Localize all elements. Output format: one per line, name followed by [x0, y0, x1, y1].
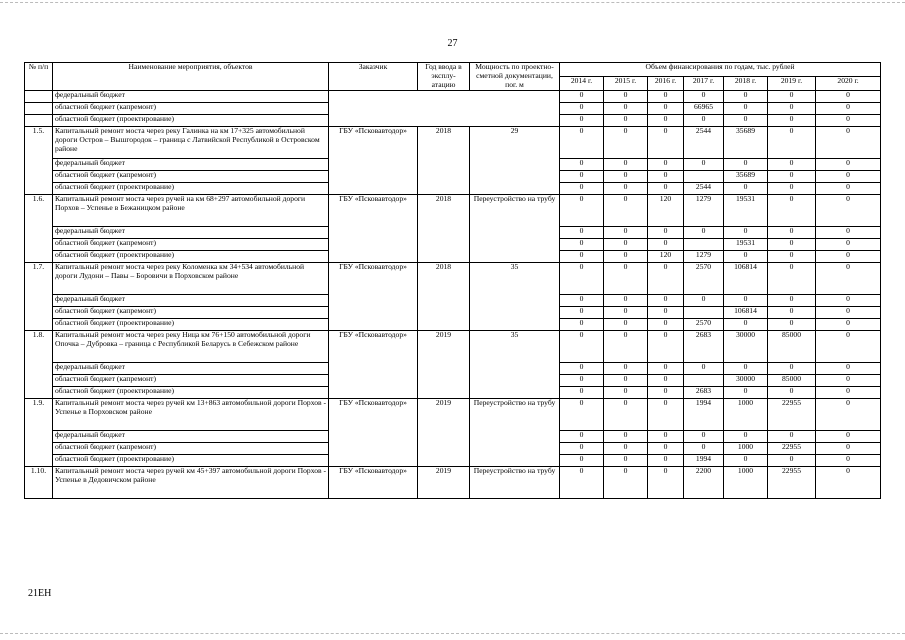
- value-cell: 0: [604, 90, 648, 102]
- value-cell: 0: [560, 126, 604, 158]
- value-cell: 0: [816, 430, 881, 442]
- value-cell: 0: [724, 250, 768, 262]
- funding-source-label: областной бюджет (капремонт): [53, 306, 329, 318]
- project-customer: ГБУ «Псковавтодор»: [329, 126, 418, 194]
- value-cell: 0: [560, 374, 604, 386]
- value-cell: 0: [560, 362, 604, 374]
- value-cell: 120: [648, 250, 684, 262]
- value-cell: 0: [684, 294, 724, 306]
- value-cell: 0: [560, 158, 604, 170]
- financing-table: [24, 62, 881, 499]
- header-year-col: 2020 г.: [816, 76, 881, 90]
- funding-source-label: федеральный бюджет: [53, 226, 329, 238]
- funding-source-label: областной бюджет (проектирование): [53, 386, 329, 398]
- header-no: № п/п: [25, 63, 53, 91]
- value-cell: 0: [560, 102, 604, 114]
- value-cell: 0: [768, 158, 816, 170]
- project-capacity: 35: [470, 262, 560, 330]
- project-name: Капитальный ремонт моста через ручей км 45+397 автомобильной дороги Порхов - Успенье в Дедовичском районе: [53, 466, 329, 498]
- value-cell: 0: [560, 442, 604, 454]
- value-cell: 0: [604, 318, 648, 330]
- value-cell: 0: [684, 442, 724, 454]
- header-customer: Заказчик: [329, 63, 418, 91]
- value-cell: 0: [648, 398, 684, 430]
- value-cell: 85000: [768, 330, 816, 362]
- value-cell: 0: [648, 182, 684, 194]
- value-cell: 2544: [684, 126, 724, 158]
- value-cell: 0: [648, 362, 684, 374]
- value-cell: 0: [724, 90, 768, 102]
- value-cell: 0: [816, 442, 881, 454]
- value-cell: 0: [816, 238, 881, 250]
- value-cell: 0: [684, 226, 724, 238]
- value-cell: 0: [604, 226, 648, 238]
- value-cell: 0: [604, 294, 648, 306]
- project-year: 2018: [418, 126, 470, 194]
- table-row-project: [25, 466, 881, 498]
- value-cell: 0: [604, 262, 648, 294]
- funding-source-label: областной бюджет (капремонт): [53, 374, 329, 386]
- header-year: Год ввода в эксплу-атацию: [418, 63, 470, 91]
- value-cell: 0: [724, 318, 768, 330]
- value-cell: 0: [816, 374, 881, 386]
- value-cell: 0: [648, 430, 684, 442]
- value-cell: 0: [768, 362, 816, 374]
- value-cell: 0: [768, 226, 816, 238]
- value-cell: 0: [560, 306, 604, 318]
- table-row-funding-source: [25, 90, 881, 102]
- value-cell: 0: [816, 262, 881, 294]
- value-cell: 106814: [724, 262, 768, 294]
- value-cell: 0: [768, 194, 816, 226]
- value-cell: 0: [768, 182, 816, 194]
- value-cell: 0: [724, 182, 768, 194]
- header-year-col: 2019 г.: [768, 76, 816, 90]
- funding-source-label: областной бюджет (проектирование): [53, 454, 329, 466]
- value-cell: 0: [816, 398, 881, 430]
- value-cell: 0: [560, 398, 604, 430]
- header-year-col: 2017 г.: [684, 76, 724, 90]
- value-cell: 0: [604, 102, 648, 114]
- value-cell: 0: [604, 442, 648, 454]
- value-cell: 0: [816, 182, 881, 194]
- table-row-project: [25, 262, 881, 294]
- value-cell: 0: [560, 182, 604, 194]
- project-capacity: 35: [470, 330, 560, 398]
- value-cell: 0: [560, 250, 604, 262]
- value-cell: 0: [816, 90, 881, 102]
- project-customer: ГБУ «Псковавтодор»: [329, 330, 418, 398]
- project-customer: ГБУ «Псковавтодор»: [329, 194, 418, 262]
- project-name: Капитальный ремонт моста через реку Ница км 76+150 автомобильной дороги Опочка – Дубровка – граница с Республикой Беларусь в Себежском районе: [53, 330, 329, 362]
- value-cell: 0: [648, 466, 684, 498]
- value-cell: 0: [768, 126, 816, 158]
- project-number: 1.6.: [25, 194, 53, 262]
- value-cell: 0: [648, 330, 684, 362]
- value-cell: 2544: [684, 182, 724, 194]
- project-number: 1.7.: [25, 262, 53, 330]
- project-capacity: Переустройство на трубу: [470, 194, 560, 262]
- value-cell: 19531: [724, 238, 768, 250]
- value-cell: 0: [560, 90, 604, 102]
- project-year: 2018: [418, 262, 470, 330]
- value-cell: 0: [768, 114, 816, 126]
- value-cell: 2683: [684, 386, 724, 398]
- value-cell: 0: [768, 318, 816, 330]
- value-cell: 0: [724, 294, 768, 306]
- value-cell: 0: [816, 126, 881, 158]
- value-cell: 0: [648, 386, 684, 398]
- value-cell: 0: [560, 226, 604, 238]
- funding-source-label: областной бюджет (проектирование): [53, 182, 329, 194]
- value-cell: [684, 306, 724, 318]
- table-row-project: [25, 398, 881, 430]
- scan-edge-top: [0, 2, 905, 3]
- value-cell: 1994: [684, 398, 724, 430]
- value-cell: 0: [724, 386, 768, 398]
- footer-code: 21ЕН: [28, 588, 52, 599]
- value-cell: 30000: [724, 330, 768, 362]
- value-cell: 0: [560, 194, 604, 226]
- funding-source-label: федеральный бюджет: [53, 430, 329, 442]
- project-number: 1.9.: [25, 398, 53, 466]
- value-cell: 85000: [768, 374, 816, 386]
- value-cell: 0: [816, 362, 881, 374]
- value-cell: 0: [816, 226, 881, 238]
- project-number: 1.5.: [25, 126, 53, 194]
- header-name: Наименование мероприятия, объектов: [53, 63, 329, 91]
- project-capacity: Переустройство на трубу: [470, 466, 560, 498]
- value-cell: 0: [724, 158, 768, 170]
- value-cell: 120: [648, 194, 684, 226]
- project-customer: ГБУ «Псковавтодор»: [329, 262, 418, 330]
- header-year-col: 2018 г.: [724, 76, 768, 90]
- value-cell: 30000: [724, 374, 768, 386]
- value-cell: 0: [604, 182, 648, 194]
- funding-source-label: областной бюджет (капремонт): [53, 102, 329, 114]
- value-cell: 0: [724, 114, 768, 126]
- header-financing: Объем финансирования по годам, тыс. рублей: [560, 63, 881, 77]
- header-capacity: Мощность по проектно-сметной документации, пог. м: [470, 63, 560, 91]
- value-cell: 0: [604, 374, 648, 386]
- value-cell: 0: [768, 294, 816, 306]
- project-capacity: 29: [470, 126, 560, 194]
- no-cell-empty: [25, 90, 53, 102]
- value-cell: 0: [604, 306, 648, 318]
- value-cell: 22955: [768, 398, 816, 430]
- value-cell: 0: [560, 318, 604, 330]
- funding-source-label: областной бюджет (проектирование): [53, 318, 329, 330]
- value-cell: 0: [604, 114, 648, 126]
- value-cell: 0: [560, 466, 604, 498]
- value-cell: 35689: [724, 170, 768, 182]
- value-cell: 2683: [684, 330, 724, 362]
- funding-source-label: областной бюджет (капремонт): [53, 170, 329, 182]
- value-cell: 0: [724, 102, 768, 114]
- value-cell: 0: [648, 454, 684, 466]
- value-cell: 0: [648, 238, 684, 250]
- value-cell: 0: [648, 126, 684, 158]
- table-body: [25, 90, 881, 498]
- value-cell: 0: [816, 318, 881, 330]
- value-cell: 0: [816, 330, 881, 362]
- value-cell: 0: [560, 330, 604, 362]
- value-cell: 0: [816, 102, 881, 114]
- scan-edge-bottom: [0, 633, 905, 634]
- value-cell: 0: [816, 466, 881, 498]
- value-cell: 0: [684, 158, 724, 170]
- funding-source-label: федеральный бюджет: [53, 294, 329, 306]
- value-cell: 0: [768, 170, 816, 182]
- value-cell: 0: [604, 454, 648, 466]
- value-cell: 0: [768, 90, 816, 102]
- value-cell: 1279: [684, 250, 724, 262]
- value-cell: 0: [648, 306, 684, 318]
- header-year-col: 2014 г.: [560, 76, 604, 90]
- value-cell: 0: [648, 170, 684, 182]
- project-year: 2019: [418, 330, 470, 398]
- no-cell-empty: [25, 102, 53, 114]
- funding-source-label: областной бюджет (капремонт): [53, 442, 329, 454]
- value-cell: 0: [604, 238, 648, 250]
- project-name: Капитальный ремонт моста через ручей на км 68+297 автомобильной дороги Порхов – Успенье в Бежаницком районе: [53, 194, 329, 226]
- value-cell: 0: [604, 250, 648, 262]
- value-cell: 0: [816, 158, 881, 170]
- funding-source-label: федеральный бюджет: [53, 90, 329, 102]
- value-cell: 0: [724, 226, 768, 238]
- value-cell: 0: [724, 454, 768, 466]
- value-cell: 0: [816, 294, 881, 306]
- value-cell: 0: [648, 294, 684, 306]
- value-cell: 66965: [684, 102, 724, 114]
- table-row-project: [25, 126, 881, 158]
- table-row-project: [25, 194, 881, 226]
- value-cell: 0: [560, 170, 604, 182]
- value-cell: 0: [648, 318, 684, 330]
- value-cell: 0: [560, 238, 604, 250]
- value-cell: 0: [648, 226, 684, 238]
- value-cell: 0: [816, 170, 881, 182]
- value-cell: 0: [648, 102, 684, 114]
- value-cell: 0: [816, 114, 881, 126]
- value-cell: 0: [768, 430, 816, 442]
- project-number: 1.8.: [25, 330, 53, 398]
- project-customer: ГБУ «Псковавтодор»: [329, 466, 418, 498]
- value-cell: 0: [816, 194, 881, 226]
- value-cell: 0: [604, 398, 648, 430]
- value-cell: 0: [604, 330, 648, 362]
- value-cell: 0: [768, 238, 816, 250]
- value-cell: 0: [724, 362, 768, 374]
- value-cell: 22955: [768, 466, 816, 498]
- table-header: [25, 63, 881, 91]
- project-customer: ГБУ «Псковавтодор»: [329, 398, 418, 466]
- value-cell: 1000: [724, 398, 768, 430]
- value-cell: 0: [604, 194, 648, 226]
- value-cell: 1000: [724, 442, 768, 454]
- header-year-col: 2015 г.: [604, 76, 648, 90]
- value-cell: 0: [816, 250, 881, 262]
- value-cell: 0: [648, 114, 684, 126]
- value-cell: 0: [604, 430, 648, 442]
- value-cell: 0: [768, 386, 816, 398]
- project-name: Капитальный ремонт моста через ручей км 13+863 автомобильной дороги Порхов - Успенье в Порховском районе: [53, 398, 329, 430]
- funding-source-label: федеральный бюджет: [53, 362, 329, 374]
- value-cell: 0: [648, 90, 684, 102]
- value-cell: 0: [604, 170, 648, 182]
- value-cell: 0: [560, 430, 604, 442]
- no-cell-empty: [25, 114, 53, 126]
- funding-source-label: областной бюджет (проектирование): [53, 114, 329, 126]
- project-name: Капитальный ремонт моста через реку Галинка на км 17+325 автомобильной дороги Остров – Вышгородок – граница с Латвийской Республикой в Островском районе: [53, 126, 329, 158]
- value-cell: [684, 238, 724, 250]
- header-year-col: 2016 г.: [648, 76, 684, 90]
- value-cell: 0: [604, 362, 648, 374]
- value-cell: 0: [724, 430, 768, 442]
- value-cell: 0: [684, 90, 724, 102]
- value-cell: 1000: [724, 466, 768, 498]
- value-cell: 1279: [684, 194, 724, 226]
- value-cell: 0: [560, 454, 604, 466]
- value-cell: 0: [768, 262, 816, 294]
- value-cell: 2570: [684, 318, 724, 330]
- value-cell: 22955: [768, 442, 816, 454]
- value-cell: 2570: [684, 262, 724, 294]
- value-cell: 0: [560, 262, 604, 294]
- value-cell: 0: [768, 250, 816, 262]
- value-cell: 0: [648, 374, 684, 386]
- value-cell: 0: [684, 114, 724, 126]
- funding-source-label: федеральный бюджет: [53, 158, 329, 170]
- table-row-project: [25, 330, 881, 362]
- value-cell: 0: [684, 430, 724, 442]
- value-cell: 35689: [724, 126, 768, 158]
- value-cell: 0: [560, 114, 604, 126]
- value-cell: [684, 374, 724, 386]
- value-cell: 0: [560, 386, 604, 398]
- funding-source-label: областной бюджет (капремонт): [53, 238, 329, 250]
- value-cell: 0: [604, 386, 648, 398]
- value-cell: 0: [648, 262, 684, 294]
- funding-source-label: областной бюджет (проектирование): [53, 250, 329, 262]
- page-number: 27: [447, 38, 458, 49]
- value-cell: 0: [768, 454, 816, 466]
- value-cell: 0: [768, 102, 816, 114]
- value-cell: 0: [604, 466, 648, 498]
- project-name: Капитальный ремонт моста через реку Коломенка км 34+534 автомобильной дороги Лудони – Павы – Боровичи в Порховском районе: [53, 262, 329, 294]
- value-cell: 2200: [684, 466, 724, 498]
- value-cell: 0: [816, 454, 881, 466]
- value-cell: 19531: [724, 194, 768, 226]
- project-year: 2018: [418, 194, 470, 262]
- meta-cell-empty: [329, 90, 560, 126]
- value-cell: 0: [604, 158, 648, 170]
- value-cell: 0: [604, 126, 648, 158]
- value-cell: 0: [560, 294, 604, 306]
- project-capacity: Переустройство на трубу: [470, 398, 560, 466]
- value-cell: 106814: [724, 306, 768, 318]
- value-cell: 0: [648, 442, 684, 454]
- project-number: 1.10.: [25, 466, 53, 498]
- value-cell: 0: [684, 362, 724, 374]
- project-year: 2019: [418, 398, 470, 466]
- value-cell: 1994: [684, 454, 724, 466]
- value-cell: 0: [768, 306, 816, 318]
- project-year: 2019: [418, 466, 470, 498]
- value-cell: 0: [816, 386, 881, 398]
- value-cell: [684, 170, 724, 182]
- value-cell: 0: [816, 306, 881, 318]
- value-cell: 0: [648, 158, 684, 170]
